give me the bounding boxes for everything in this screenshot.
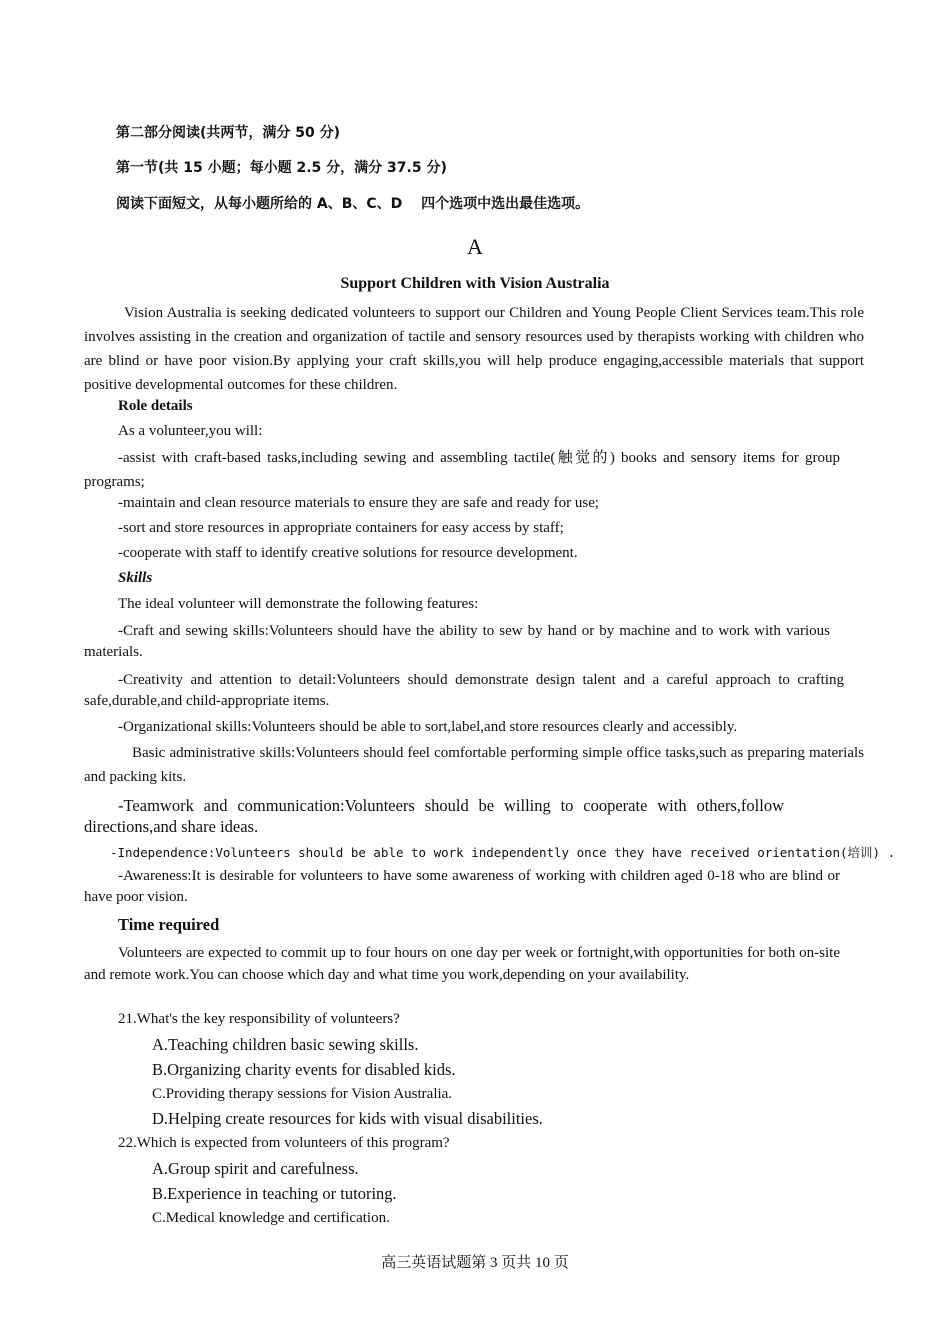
role-heading: Role details <box>118 398 193 414</box>
question-option: D.Helping create resources for kids with visual disabilities. <box>152 1109 543 1128</box>
skill-item: -Craft and sewing skills:Volunteers should have the ability to sew by hand or by machine and to work with various materials. <box>84 623 830 660</box>
question-option: C.Medical knowledge and certification. <box>152 1210 390 1226</box>
role-item: -maintain and clean resource materials to ensure they are safe and ready for use; <box>118 495 600 511</box>
skills-lead: The ideal volunteer will demonstrate the following features: <box>118 596 479 612</box>
skill-item: -Organizational skills:Volunteers should be able to sort,label,and store resources clearly and accessibly. <box>118 719 738 735</box>
question-stem: 21.What's the key responsibility of volunteers? <box>118 1011 400 1027</box>
skill-item: -Awareness:It is desirable for volunteers to have some awareness of working with children aged 0-18 who are blind or have poor vision. <box>84 868 840 905</box>
page-footer: 高三英语试题第 3 页共 10 页 <box>381 1255 569 1271</box>
role-item: -cooperate with staff to identify creative solutions for resource development. <box>118 545 578 561</box>
time-heading: Time required <box>118 915 220 934</box>
question-option: A.Group spirit and carefulness. <box>152 1159 359 1178</box>
part-header: 第二部分阅读(共两节，满分 50 分) <box>116 125 341 141</box>
instruction-text: 阅读下面短文，从每小题所给的 A、B、C、D 四个选项中选出最佳选项。 <box>116 196 590 212</box>
question-option: B.Organizing charity events for disabled kids. <box>152 1060 456 1079</box>
skill-item: -Creativity and attention to detail:Volunteers should demonstrate design talent and a careful approach to crafting safe,durable,and child-appropriate items. <box>84 672 844 709</box>
skill-item: -Teamwork and communication:Volunteers should be willing to cooperate with others,follow directions,and share ideas. <box>84 796 784 836</box>
question-option: A.Teaching children basic sewing skills. <box>152 1035 419 1054</box>
question-option: C.Providing therapy sessions for Vision Australia. <box>152 1086 453 1102</box>
question-option: B.Experience in teaching or tutoring. <box>152 1184 397 1203</box>
passage-letter: A <box>467 234 483 259</box>
passage-title: Support Children with Vision Australia <box>340 275 610 292</box>
section-header: 第一节(共 15 小题；每小题 2.5 分，满分 37.5 分) <box>116 160 447 176</box>
skill-item: -Independence:Volunteers should be able to work independently once they have received orientation(培训) . <box>110 845 896 860</box>
question-stem: 22.Which is expected from volunteers of this program? <box>118 1135 450 1151</box>
role-lead: As a volunteer,you will: <box>118 423 263 439</box>
skill-item: Basic administrative skills:Volunteers should feel comfortable performing simple office tasks,such as preparing materials and packing kits. <box>84 745 864 785</box>
role-item: -sort and store resources in appropriate containers for easy access by staff; <box>118 520 564 536</box>
skills-heading: Skills <box>118 570 153 586</box>
role-item: -assist with craft-based tasks,including sewing and assembling tactile(触觉的) books and sensory items for group programs; <box>84 450 840 490</box>
time-paragraph: Volunteers are expected to commit up to four hours on one day per week or fortnight,with opportunities for both on-site and remote work.You can choose which day and what time you work,depending on your availability. <box>84 945 840 983</box>
intro-paragraph: Vision Australia is seeking dedicated volunteers to support our Children and Young People Client Services team.This role involves assisting in the creation and organization of tactile and sensory resources used by therapists working with children who are blind or have poor vision.By applying your craft skills,you will help produce engaging,accessible materials that support positive developmental outcomes for these children. <box>84 305 864 393</box>
